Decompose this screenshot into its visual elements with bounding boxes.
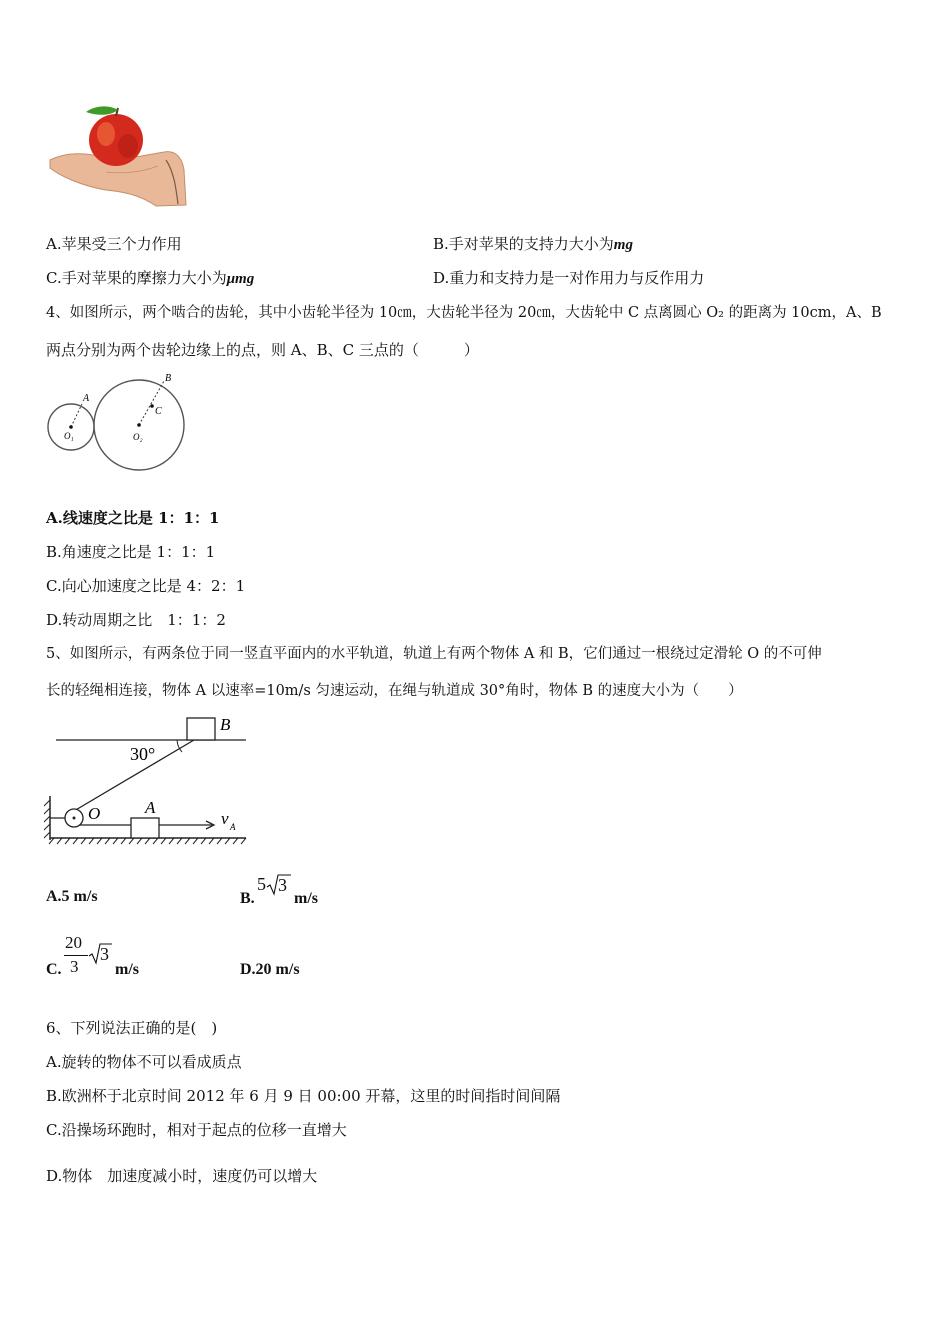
q4-option-a-text: A.线速度之比是 1：1：1 bbox=[46, 509, 220, 527]
q5-option-c-numerator: 20 bbox=[65, 933, 82, 952]
q5-option-b-rad: 3 bbox=[278, 875, 287, 895]
label-b: B bbox=[165, 373, 172, 384]
q5-option-b-prefix: B. bbox=[240, 890, 255, 907]
q5-stem-line1: 5、如图所示，有两条位于同一竖直平面内的水平轨道，轨道上有两个物体 A 和 B，它们通过一根绕过定滑轮 O 的不可伸 bbox=[46, 646, 822, 662]
pulley-figure bbox=[44, 712, 250, 848]
label-angle: 30° bbox=[130, 744, 156, 764]
q3-option-c-text: C.手对苹果的摩擦力大小为 bbox=[46, 269, 227, 287]
q5-option-c-unit: m/s bbox=[115, 961, 139, 978]
q5-option-b-coef: 5 bbox=[257, 874, 266, 894]
q3-option-b bbox=[433, 234, 633, 255]
label-b: B bbox=[220, 715, 231, 734]
q4-stem-line2: 两点分别为两个齿轮边缘上的点，则 A、B、C 三点的（ ） bbox=[46, 341, 479, 359]
q4-option-d-text: D.转动周期之比 1：1：2 bbox=[46, 611, 226, 629]
q6-option-c: C.沿操场环跑时，相对于起点的位移一直增大 bbox=[46, 1121, 347, 1139]
q4-option-a bbox=[46, 508, 219, 528]
label-v: v bbox=[221, 809, 229, 828]
q3-option-c bbox=[46, 268, 254, 289]
q4-option-c bbox=[46, 576, 245, 596]
q5-option-c-denominator: 3 bbox=[70, 957, 79, 976]
q6-option-a: A.旋转的物体不可以看成质点 bbox=[46, 1053, 242, 1071]
q3-option-b-math: mg bbox=[613, 237, 633, 253]
q6-stem: 6、下列说法正确的是( ) bbox=[46, 1019, 218, 1037]
q3-option-c-math: μmg bbox=[226, 271, 255, 287]
q3-option-a: A.苹果受三个力作用 bbox=[46, 235, 182, 253]
q5-option-c-prefix: C. bbox=[46, 961, 62, 978]
block-b bbox=[187, 718, 215, 740]
q4-option-d bbox=[46, 610, 226, 630]
q5-option-a: A.5 m/s bbox=[46, 888, 98, 905]
label-a: A bbox=[145, 798, 156, 817]
block-a bbox=[131, 818, 159, 838]
label-c: C bbox=[155, 406, 162, 417]
q5-option-c-rad: 3 bbox=[100, 944, 109, 964]
q4-option-c-text: C.向心加速度之比是 4：2：1 bbox=[46, 577, 246, 595]
label-o1: O₁ bbox=[64, 431, 74, 441]
q5-stem-line2: 长的轻绳相连接，物体 A 以速率=10m/s 匀速运动，在绳与轨道成 30°角时，物体 B 的速度大小为（ ） bbox=[46, 683, 743, 699]
q5-option-d: D.20 m/s bbox=[240, 961, 300, 978]
apple-in-hand-figure bbox=[46, 100, 188, 210]
q4-option-b bbox=[46, 542, 215, 562]
q4-stem-line1: 4、如图所示，两个啮合的齿轮，其中小齿轮半径为 10㎝，大齿轮半径为 20㎝，大齿轮中 C 点离圆心 O₂ 的距离为 10cm，A、B bbox=[46, 305, 882, 321]
q6-option-d: D.物体 加速度减小时，速度仍可以增大 bbox=[46, 1167, 318, 1185]
q4-option-b-text: B.角速度之比是 1：1：1 bbox=[46, 543, 216, 561]
label-v-sub: A bbox=[230, 822, 236, 832]
q3-option-d: D.重力和支持力是一对作用力与反作用力 bbox=[433, 269, 705, 287]
label-o: O bbox=[88, 804, 101, 823]
leaf-shape bbox=[86, 106, 118, 114]
label-o2: O₂ bbox=[133, 432, 143, 442]
gears-figure bbox=[44, 368, 189, 478]
label-a: A bbox=[83, 393, 90, 404]
q3-option-b-text: B.手对苹果的支持力大小为 bbox=[433, 235, 614, 253]
q5-option-b-unit: m/s bbox=[294, 890, 318, 907]
q6-option-b: B.欧洲杯于北京时间 2012 年 6 月 9 日 00:00 开幕，这里的时间指时间间隔 bbox=[46, 1087, 561, 1105]
